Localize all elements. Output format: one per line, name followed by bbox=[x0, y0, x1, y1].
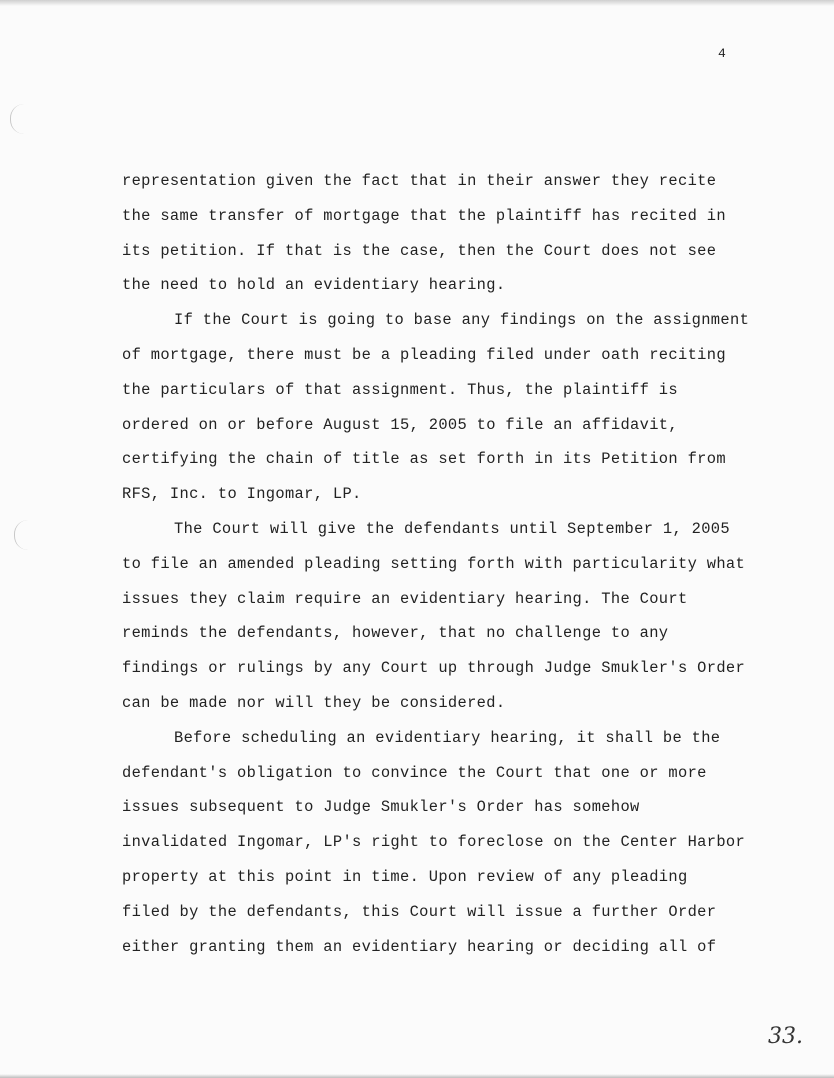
paragraph-first-line: The Court will give the defendants until September 1, 2005 bbox=[174, 519, 730, 538]
text-line: certifying the chain of title as set forth in its Petition from bbox=[122, 450, 726, 469]
page-number: 4 bbox=[718, 46, 726, 61]
text-line: the same transfer of mortgage that the plaintiff has recited in bbox=[122, 206, 726, 225]
paragraph-first-line: If the Court is going to base any findings on the assignment bbox=[174, 311, 750, 330]
text-line: findings or rulings by any Court up through Judge Smukler's Order bbox=[122, 659, 746, 678]
scan-edge-bottom bbox=[0, 1074, 834, 1078]
text-line: issues subsequent to Judge Smukler's Order has somehow bbox=[122, 798, 640, 817]
text-line: filed by the defendants, this Court will issue a further Order bbox=[122, 902, 717, 921]
punch-hole-mark bbox=[10, 104, 25, 134]
text-line: its petition. If that is the case, then the Court does not see bbox=[122, 241, 717, 260]
document-body bbox=[122, 164, 782, 964]
text-line: reminds the defendants, however, that no challenge to any bbox=[122, 624, 669, 643]
text-line: property at this point in time. Upon review of any pleading bbox=[122, 867, 688, 886]
text-line: ordered on or before August 15, 2005 to file an affidavit, bbox=[122, 415, 678, 434]
text-line: the need to hold an evidentiary hearing. bbox=[122, 276, 506, 295]
text-line: of mortgage, there must be a pleading filed under oath reciting bbox=[122, 345, 726, 364]
paragraph-first-line: Before scheduling an evidentiary hearing, it shall be the bbox=[174, 728, 721, 747]
text-line: RFS, Inc. to Ingomar, LP. bbox=[122, 485, 362, 504]
handwritten-page-mark: 33. bbox=[768, 1024, 803, 1049]
text-line: can be made nor will they be considered. bbox=[122, 693, 506, 712]
scan-edge-top bbox=[0, 0, 834, 6]
text-line: the particulars of that assignment. Thus, the plaintiff is bbox=[122, 380, 678, 399]
text-line: either granting them an evidentiary hearing or deciding all of bbox=[122, 937, 717, 956]
text-line: representation given the fact that in their answer they recite bbox=[122, 172, 717, 190]
text-line: issues they claim require an evidentiary hearing. The Court bbox=[122, 589, 688, 608]
text-line: invalidated Ingomar, LP's right to foreclose on the Center Harbor bbox=[122, 833, 746, 852]
punch-hole-mark bbox=[14, 520, 29, 550]
text-line: to file an amended pleading setting forth with particularity what bbox=[122, 554, 746, 573]
text-line: defendant's obligation to convince the Court that one or more bbox=[122, 763, 707, 782]
